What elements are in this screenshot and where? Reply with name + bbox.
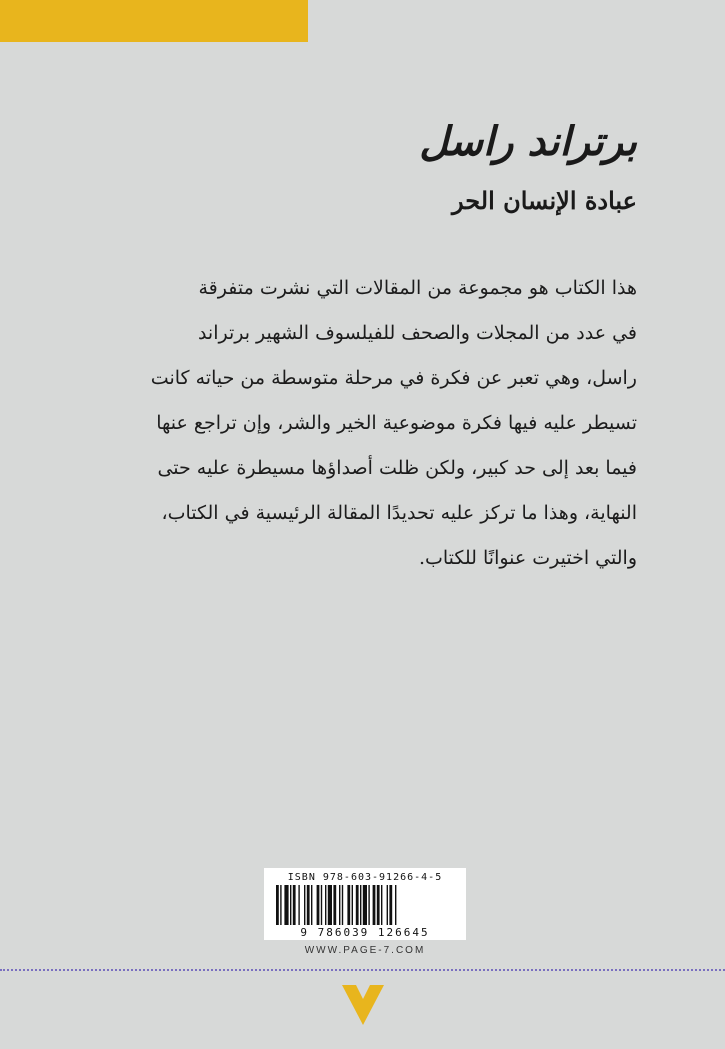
barcode-bar: [387, 885, 388, 925]
barcode-box: [264, 868, 466, 940]
barcode-bar: [311, 885, 312, 925]
blurb-line: في عدد من المجلات والصحف للفيلسوف الشهير برتراند: [197, 322, 637, 344]
blurb-line: راسل، وهي تعبر عن فكرة في مرحلة متوسطة من حياته كانت: [150, 367, 637, 389]
dotted-divider: [0, 969, 725, 971]
blurb-line: النهاية، وهذا ما تركز عليه تحديدًا المقالة الرئيسية في الكتاب،: [161, 502, 637, 524]
blurb-line: والتي اختيرت عنوانًا للكتاب.: [418, 547, 637, 569]
book-blurb: [117, 266, 637, 581]
barcode-bar: [298, 885, 299, 925]
blurb-line: تسيطر عليه فيها فكرة موضوعية الخير والشر، وإن تراجع عنها: [156, 412, 637, 434]
barcode-bar: [389, 885, 392, 925]
barcode-bar: [395, 885, 396, 925]
barcode-digits: 9 786039 126645: [300, 926, 430, 939]
barcode-bar: [368, 885, 369, 925]
barcode-bars: [272, 885, 458, 925]
barcode-bar: [381, 885, 382, 925]
barcode-bar: [276, 885, 279, 925]
barcode-bar: [290, 885, 291, 925]
barcode-bar: [321, 885, 322, 925]
book-title: عبادة الإنسان الحر: [452, 186, 637, 215]
barcode-bar: [304, 885, 305, 925]
blurb-line: فيما بعد إلى حد كبير، ولكن ظلت أصداؤها مسيطرة عليه حتى: [157, 457, 637, 479]
barcode-bar: [293, 885, 296, 925]
barcode-bar: [377, 885, 380, 925]
barcode-bar: [284, 885, 288, 925]
barcode-bar: [347, 885, 350, 925]
barcode-bar: [328, 885, 332, 925]
blurb-line: هذا الكتاب هو مجموعة من المقالات التي نشرت متفرقة: [198, 277, 637, 299]
v-chevron-logo-icon: [342, 985, 384, 1025]
barcode-bar: [333, 885, 336, 925]
barcode-bar: [325, 885, 326, 925]
barcode-bar: [339, 885, 340, 925]
barcode-bar: [373, 885, 376, 925]
barcode-bar: [317, 885, 320, 925]
barcode-bar: [360, 885, 361, 925]
top-accent-bar: [0, 0, 308, 42]
isbn-label: ISBN 978-603-91266-4-5: [287, 872, 443, 883]
barcode-bar: [280, 885, 281, 925]
author-name: برتراند راسل: [419, 118, 637, 165]
barcode-bar: [342, 885, 343, 925]
publisher-website: WWW.PAGE-7.COM: [304, 945, 426, 956]
barcode-bar: [363, 885, 367, 925]
barcode-bar: [352, 885, 353, 925]
barcode-bar: [356, 885, 359, 925]
barcode-bar: [307, 885, 310, 925]
